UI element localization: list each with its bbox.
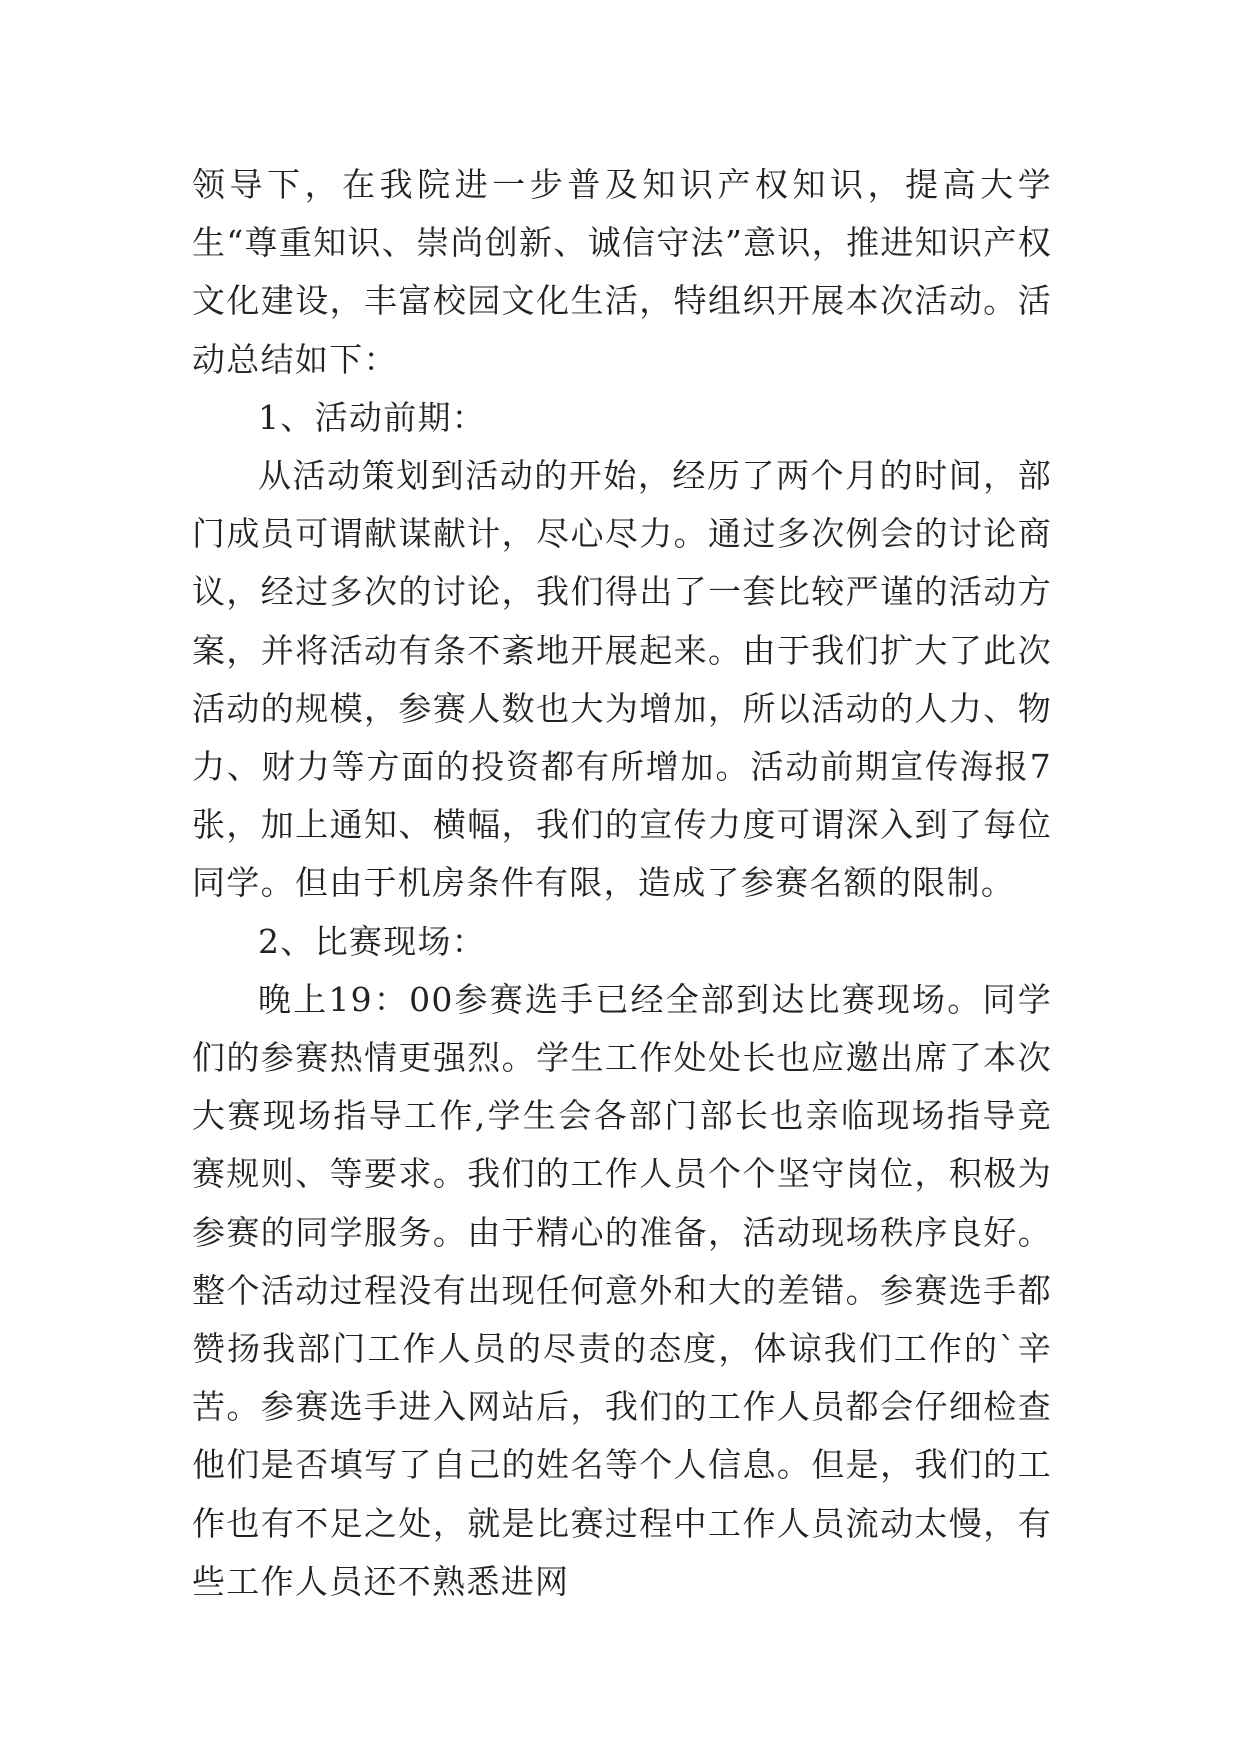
section2-paragraph: 晚上19：00参赛选手已经全部到达比赛现场。同学们的参赛热情更强烈。学生工作处处长也应邀出席了本次大赛现场指导工作,学生会各部门部长也亲临现场指导竞赛规则、等要求。我们的工作人员个个坚守岗位，积极为参赛的同学服务。由于精心的准备，活动现场秩序良好。整个活动过程没有出现任何意外和大的差错。参赛选手都赞扬我部门工作人员的尽责的态度，体谅我们工作的`辛苦。参赛选手进入网站后，我们的工作人员都会仔细检查他们是否填写了自己的姓名等个人信息。但是，我们的工作也有不足之处，就是比赛过程中工作人员流动太慢，有些工作人员还不熟悉进网 xyxy=(192,979,1052,1601)
section1-paragraph: 从活动策划到活动的开始，经历了两个月的时间，部门成员可谓献谋献计，尽心尽力。通过多次例会的讨论商议，经过多次的讨论，我们得出了一套比较严谨的活动方案，并将活动有条不紊地开展起来。由于我们扩大了此次活动的规模，参赛人数也大为增加，所以活动的人力、物力、财力等方面的投资都有所增加。活动前期宣传海报7张，加上通知、横幅，我们的宣传力度可谓深入到了每位同学。但由于机房条件有限，造成了参赛名额的限制。 xyxy=(192,456,1052,903)
intro-paragraph: 领导下，在我院进一步普及知识产权知识，提高大学生“尊重知识、崇尚创新、诚信守法”意识，推进知识产权文化建设，丰富校园文化生活，特组织开展本次活动。活动总结如下： xyxy=(192,165,1052,379)
document-page xyxy=(192,156,1052,1611)
section2-heading: 2、比赛现场： xyxy=(258,921,487,961)
section1-heading: 1、活动前期： xyxy=(258,397,487,437)
